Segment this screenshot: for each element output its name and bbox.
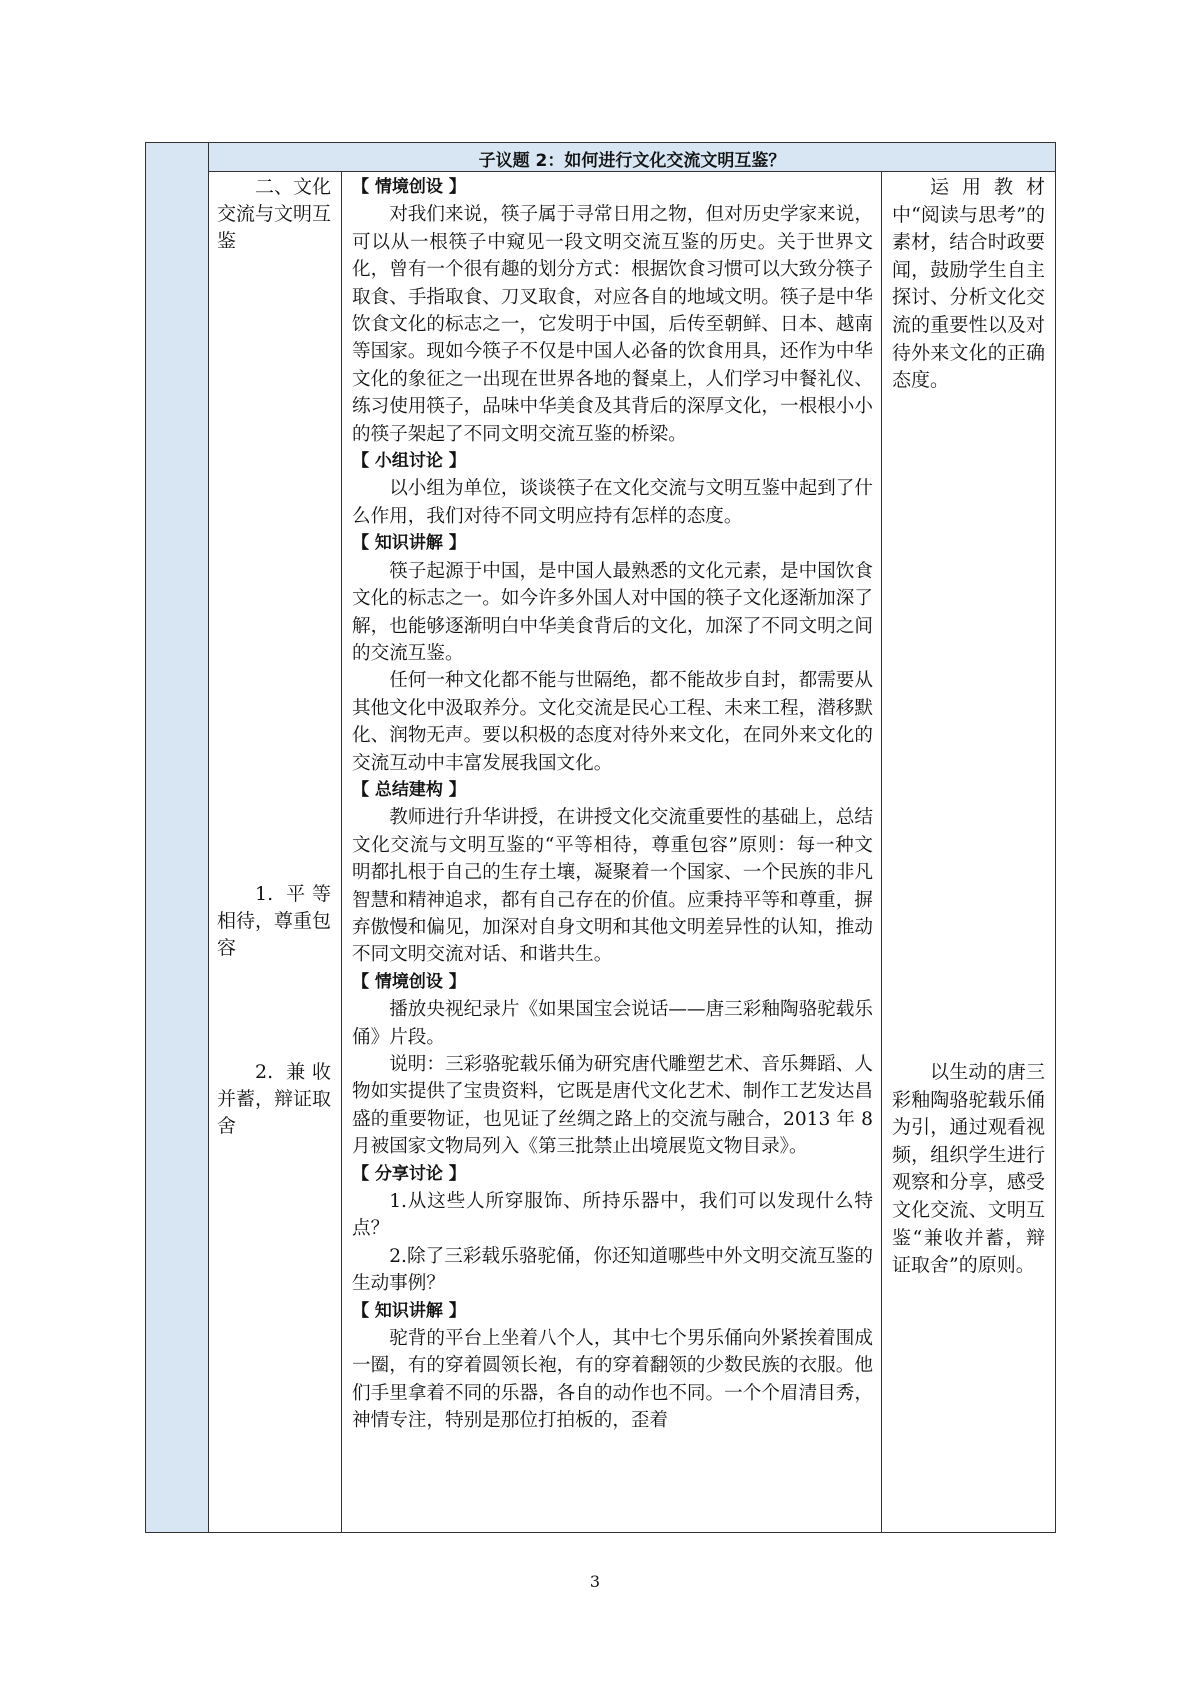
- paragraph: 说明：三彩骆驼载乐俑为研究唐代雕塑艺术、音乐舞蹈、人物如实提供了宝贵资料，它既是唐代文化艺术、制作工艺发达昌盛的重要物证，也见证了丝绸之路上的交流与融合，2013 年 8 月被国家文物局列入《第三批禁止出境展览文物目录》。: [352, 1054, 873, 1158]
- design-note-1: 运用教材中“阅读与思考”的素材，结合时政要闻，鼓励学生自主探讨、分析文化交流的重要性以及对待外来文化的正确态度。: [892, 176, 1046, 392]
- section-tag: 【 总结建构 】: [352, 779, 466, 800]
- paragraph: 任何一种文化都不能与世隔绝，都不能故步自封，都需要从其他文化中汲取养分。文化交流是民心工程、未来工程，潜移默化、润物无声。要以积极的态度对待外来文化，在同外来文化的交流互动中丰富发展我国文化。: [352, 670, 873, 774]
- section-tag: 【 分享讨论 】: [352, 1163, 466, 1184]
- paragraph: 以小组为单位，谈谈筷子在文化交流与文明互鉴中起到了什么作用，我们对待不同文明应持有怎样的态度。: [352, 478, 873, 527]
- section-column: [209, 172, 342, 1533]
- design-intent-column: [882, 172, 1056, 1533]
- principle-2: 2. 兼收并蓄，辩证取舍: [217, 1061, 332, 1137]
- lesson-plan-table: [145, 142, 1056, 1533]
- section-tag: 【 情境创设 】: [352, 177, 466, 197]
- subtopic-title: 子议题 2：如何进行文化交流文明互鉴？: [478, 151, 786, 171]
- subtopic-header: [209, 143, 1056, 172]
- section-tag: 【 知识讲解 】: [352, 1300, 466, 1321]
- section-tag: 【 知识讲解 】: [352, 533, 466, 554]
- paragraph: 驼背的平台上坐着八个人，其中七个男乐俑向外紧挨着围成一圈，有的穿着圆领长袍，有的穿着翻领的少数民族的衣服。他们手里拿着不同的乐器，各自的动作也不同。一个个眉清目秀，神情专注，特别是那位打拍板的，歪着: [352, 1328, 873, 1432]
- paragraph: 播放央视纪录片《如果国宝会说话——唐三彩釉陶骆驼载乐俑》片段。: [352, 999, 873, 1048]
- page-number: 3: [589, 1572, 601, 1591]
- principle-1: 1. 平等相待，尊重包容: [217, 883, 332, 959]
- section-title: 二、文化交流与文明互鉴: [217, 176, 332, 252]
- design-note-2: 以生动的唐三彩釉陶骆驼载乐俑为引，通过观看视频，组织学生进行观察和分享，感受文化交流、文明互鉴“兼收并蓄，辩证取舍”的原则。: [892, 1061, 1046, 1277]
- paragraph: 1.从这些人所穿服饰、所持乐器中，我们可以发现什么特点？: [352, 1191, 873, 1240]
- section-tag: 【 小组讨论 】: [352, 451, 466, 472]
- paragraph: 筷子起源于中国，是中国人最熟悉的文化元素，是中国饮食文化的标志之一。如今许多外国人对中国的筷子文化逐渐加深了解，也能够逐渐明白中华美食背后的文化，加深了不同文明之间的交流互鉴。: [352, 560, 873, 664]
- paragraph: 2.除了三彩载乐骆驼俑，你还知道哪些中外文明交流互鉴的生动事例？: [352, 1245, 873, 1295]
- paragraph: 教师进行升华讲授，在讲授文化交流重要性的基础上，总结文化交流与文明互鉴的“平等相待，尊重包容”原则：每一种文明都扎根于自己的生存土壤，凝聚着一个国家、一个民族的非凡智慧和精神追求，都有自己存在的价值。应秉持平等和尊重，摒弃傲慢和偏见，加深对自身文明和其他文明差异性的认知，推动不同文明交流对话、和谐共生。: [352, 807, 873, 966]
- paragraph: 对我们来说，筷子属于寻常日用之物，但对历史学家来说，可以从一根筷子中窥见一段文明交流互鉴的历史。关于世界文化，曾有一个很有趣的划分方式：根据饮食习惯可以大致分筷子取食、手指取食、刀叉取食，对应各自的地域文明。筷子是中华饮食文化的标志之一，它发明于中国，后传至朝鲜、日本、越南等国家。现如今筷子不仅是中国人必备的饮食用具，还作为中华文化的象征之一出现在世界各地的餐桌上，人们学习中餐礼仪、练习使用筷子，品味中华美食及其背后的深厚文化，一根根小小的筷子架起了不同文明交流互鉴的桥梁。: [352, 204, 873, 445]
- activity-content: [342, 172, 882, 1533]
- side-band: [146, 143, 209, 1533]
- section-tag: 【 情境创设 】: [352, 971, 466, 992]
